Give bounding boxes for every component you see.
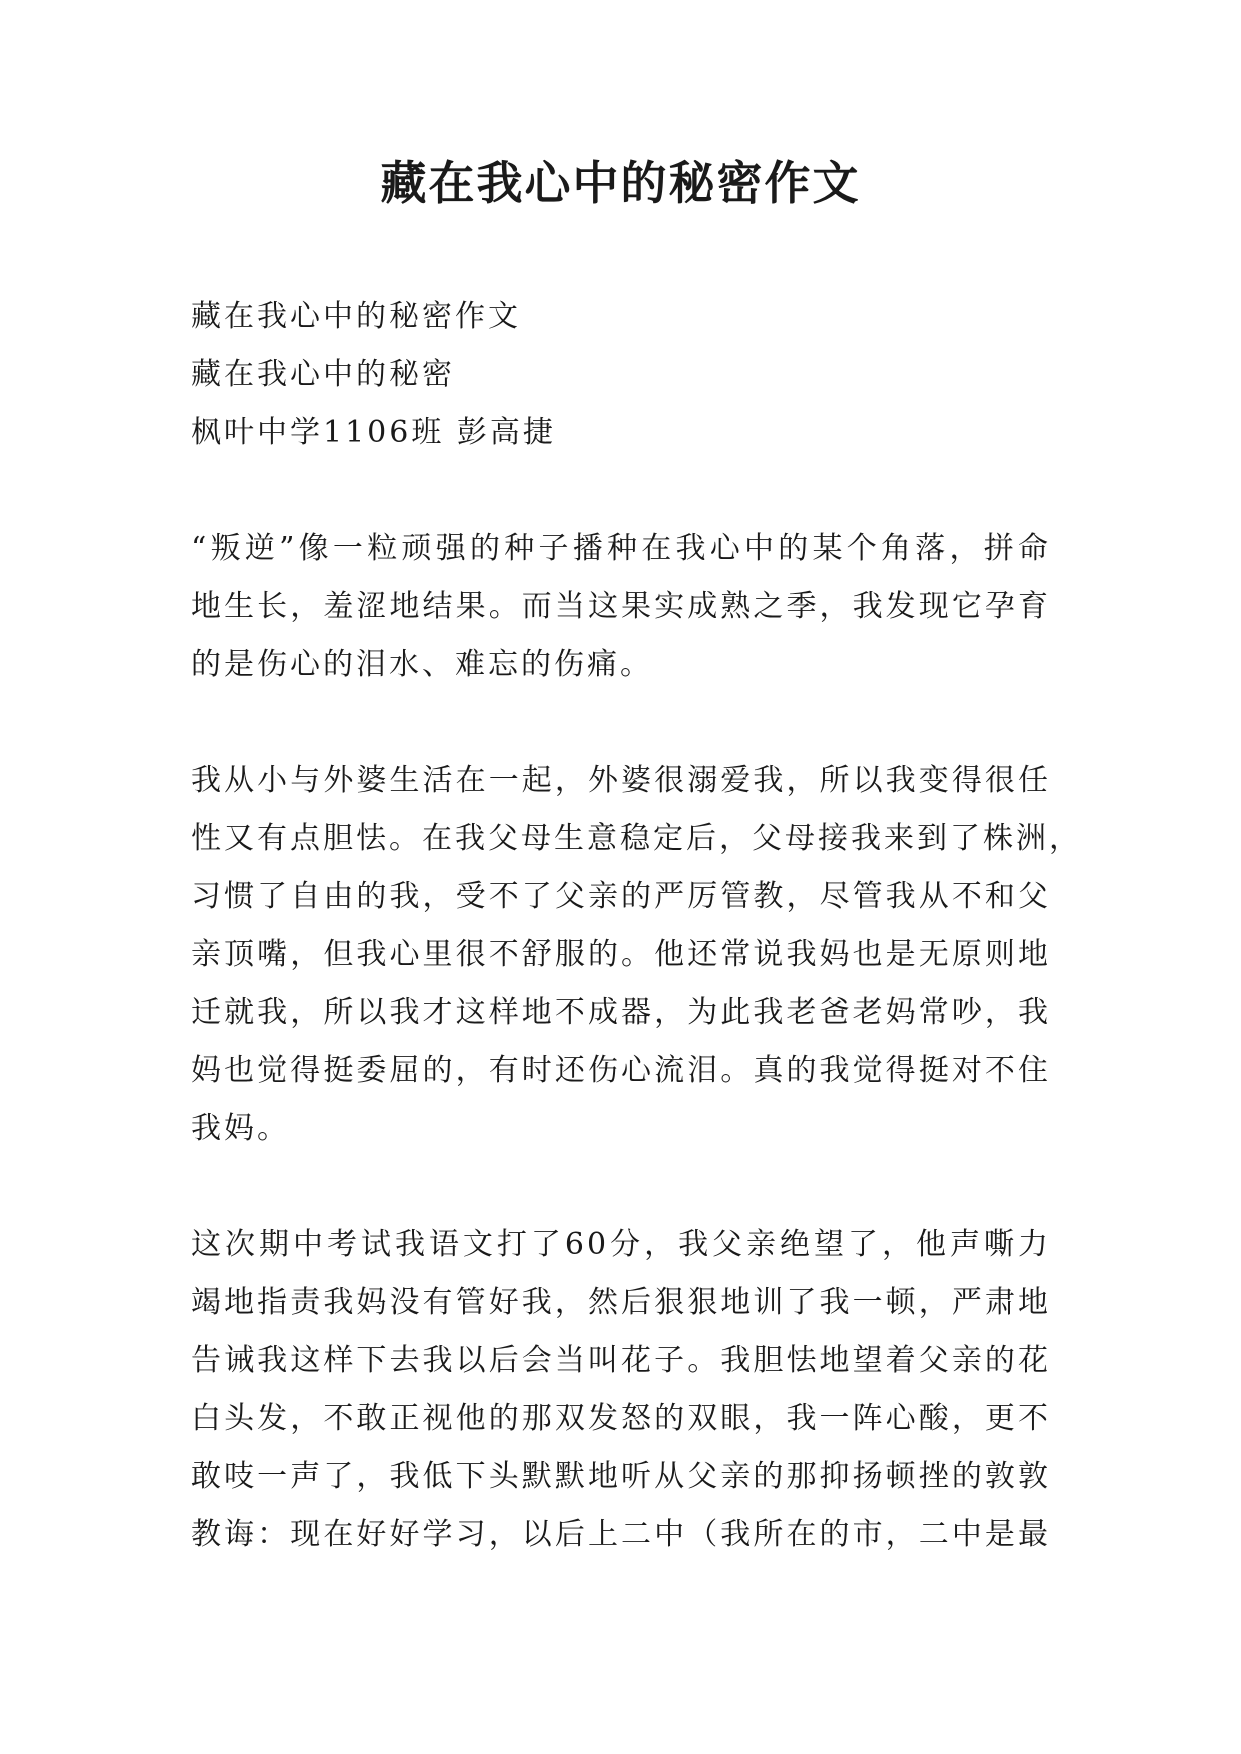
paragraph-line: 我妈。 xyxy=(191,1111,290,1146)
paragraph-line: 的是伤心的泪水、难忘的伤痛。 xyxy=(191,647,653,682)
paragraph-line: 白头发，不敢正视他的那双发怒的双眼，我一阵心酸，更不 xyxy=(191,1401,1051,1436)
paragraph-line: 地生长，羞涩地结果。而当这果实成熟之季，我发现它孕育 xyxy=(191,589,1051,624)
paragraph-2 xyxy=(191,752,1082,1158)
meta-line-subtitle: 藏在我心中的秘密 xyxy=(191,357,455,392)
paragraph-3 xyxy=(191,1216,1051,1564)
paragraph-line: “叛逆”像一粒顽强的种子播种在我心中的某个角落，拼命 xyxy=(191,531,1051,566)
paragraph-line: 迁就我，所以我才这样地不成器，为此我老爸老妈常吵，我 xyxy=(191,995,1051,1030)
paragraph-line: 习惯了自由的我，受不了父亲的严厉管教，尽管我从不和父 xyxy=(191,879,1051,914)
document-meta xyxy=(191,288,1051,462)
document-title: 藏在我心中的秘密作文 xyxy=(380,156,861,210)
paragraph-line: 教诲：现在好好学习，以后上二中（我所在的市，二中是最 xyxy=(191,1517,1051,1552)
paragraph-line: 竭地指责我妈没有管好我，然后狠狠地训了我一顿，严肃地 xyxy=(191,1285,1051,1320)
meta-line-author: 枫叶中学1106班 彭高捷 xyxy=(191,415,556,450)
paragraph-line: 性又有点胆怯。在我父母生意稳定后，父母接我来到了株洲， xyxy=(191,821,1082,856)
paragraph-line: 亲顶嘴，但我心里很不舒服的。他还常说我妈也是无原则地 xyxy=(191,937,1051,972)
meta-line-title: 藏在我心中的秘密作文 xyxy=(191,299,521,334)
paragraph-1 xyxy=(191,520,1051,694)
document-body xyxy=(191,520,1082,1564)
paragraph-line: 我从小与外婆生活在一起，外婆很溺爱我，所以我变得很任 xyxy=(191,763,1051,798)
paragraph-line: 妈也觉得挺委屈的，有时还伤心流泪。真的我觉得挺对不住 xyxy=(191,1053,1051,1088)
paragraph-line: 告诫我这样下去我以后会当叫花子。我胆怯地望着父亲的花 xyxy=(191,1343,1051,1378)
paragraph-line: 敢吱一声了，我低下头默默地听从父亲的那抑扬顿挫的敦敦 xyxy=(191,1459,1051,1494)
paragraph-line: 这次期中考试我语文打了60分，我父亲绝望了，他声嘶力 xyxy=(191,1227,1051,1262)
